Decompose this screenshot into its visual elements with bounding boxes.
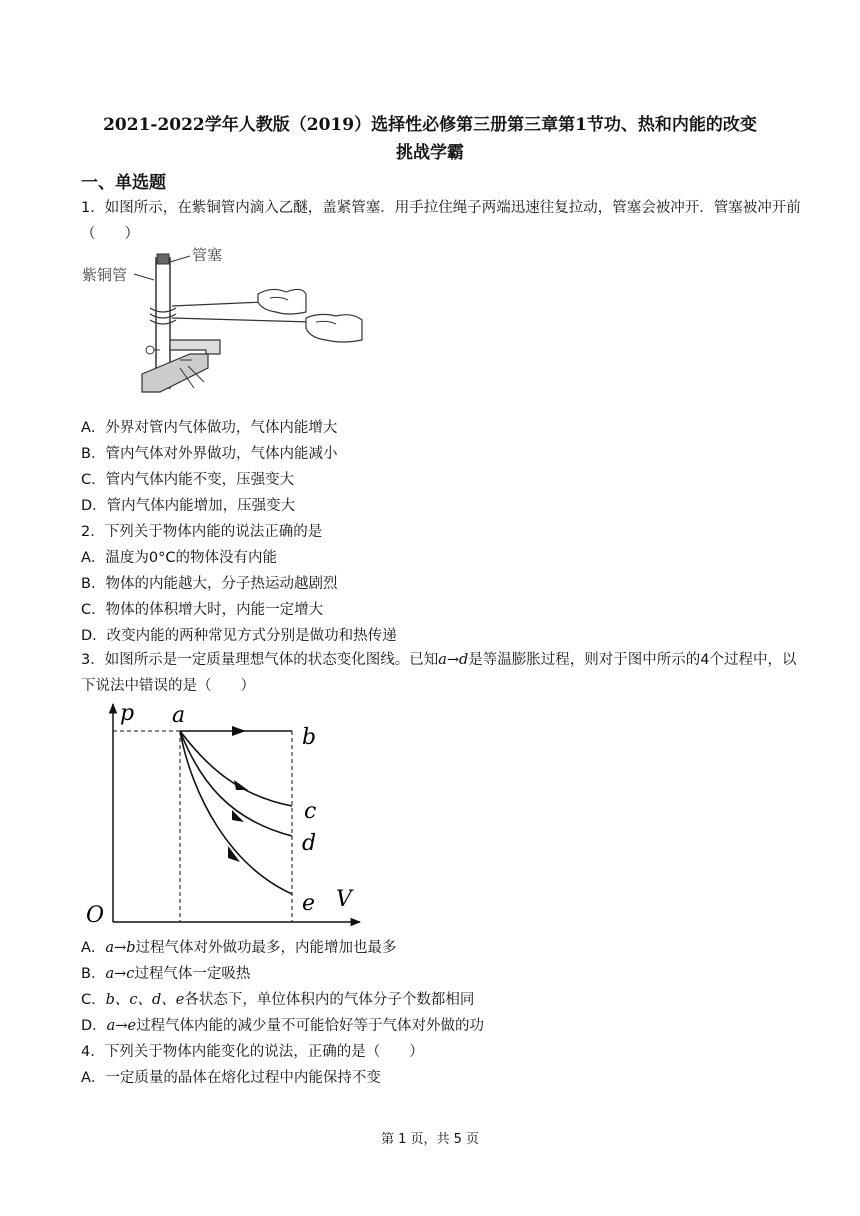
tube-plug [157, 254, 169, 264]
question-4-text: 4．下列关于物体内能变化的说法，正确的是（ ） [81, 1044, 424, 1060]
question-2-option-a: A．温度为0°C的物体没有内能 [81, 550, 278, 566]
rope-upper [172, 302, 264, 306]
process-a-c [180, 731, 292, 806]
v-axis-label: V [336, 887, 352, 912]
question-3-option-d: D．a→e过程气体内能的减少量不可能恰好等于气体对外做的功 [81, 1018, 485, 1034]
question-3-option-a: A．a→b过程气体对外做功最多，内能增加也最多 [81, 940, 397, 956]
page-footer: 第 1 页，共 5 页 [380, 1132, 480, 1147]
question-3-text [81, 647, 806, 699]
point-e-label: e [302, 891, 316, 916]
point-d-label: d [302, 831, 317, 856]
rope-lower [172, 318, 312, 322]
question-3-option-b: B．a→c过程气体一定吸热 [81, 966, 251, 982]
question-4-option-a: A．一定质量的晶体在熔化过程中内能保持不变 [81, 1070, 381, 1086]
question-2-option-d: D．改变内能的两种常见方式分别是做功和热传递 [81, 628, 397, 644]
pv-diagram [80, 696, 370, 932]
document-subtitle: 挑战学霸 [396, 143, 464, 163]
stand [142, 354, 208, 392]
label-copper-tube: 紫铜管 [82, 266, 128, 284]
hand-upper [258, 289, 306, 314]
point-c-label: c [304, 799, 317, 824]
label-plug: 管塞 [192, 246, 223, 264]
origin-label: O [86, 903, 105, 928]
p-axis-label: p [120, 701, 135, 726]
question-3-process-ad: a→d [438, 652, 469, 668]
point-a-label: a [172, 703, 186, 728]
question-3-text-part2: 是等温膨胀过程，则对于图中所示的4个过程中，以下说法中错误的是（ ） [81, 652, 797, 694]
question-1-option-d: D．管内气体内能增加，压强变大 [81, 498, 296, 514]
hand-lower [306, 314, 362, 342]
section-heading: 一、单选题 [81, 173, 166, 193]
question-1-option-a: A．外界对管内气体做功，气体内能增大 [81, 420, 338, 436]
question-3-text-part1: 3．如图所示是一定质量理想气体的状态变化图线。已知 [81, 652, 439, 668]
question-1-figure [80, 242, 370, 412]
question-1-option-c: C．管内气体内能不变，压强变大 [81, 472, 295, 488]
question-1-option-b: B．管内气体对外界做功，气体内能减小 [81, 446, 338, 462]
question-1-text: 1．如图所示，在紫铜管内滴入乙醚，盖紧管塞．用手拉住绳子两端迅速往复拉动，管塞会被冲开．管塞被冲开前（ ） [81, 200, 801, 242]
clamp [170, 340, 220, 354]
document-title: 2021-2022学年人教版（2019）选择性必修第三册第三章第1节功、热和内能的改变 [103, 115, 757, 135]
process-a-e [180, 731, 292, 894]
question-2-text: 2．下列关于物体内能的说法正确的是 [81, 524, 323, 540]
question-3-option-c: C．b、c、d、e各状态下，单位体积内的气体分子个数都相同 [81, 992, 475, 1008]
question-2-option-c: C．物体的体积增大时，内能一定增大 [81, 602, 324, 618]
point-b-label: b [302, 725, 317, 750]
question-2-option-b: B．物体的内能越大，分子热运动越剧烈 [81, 576, 338, 592]
